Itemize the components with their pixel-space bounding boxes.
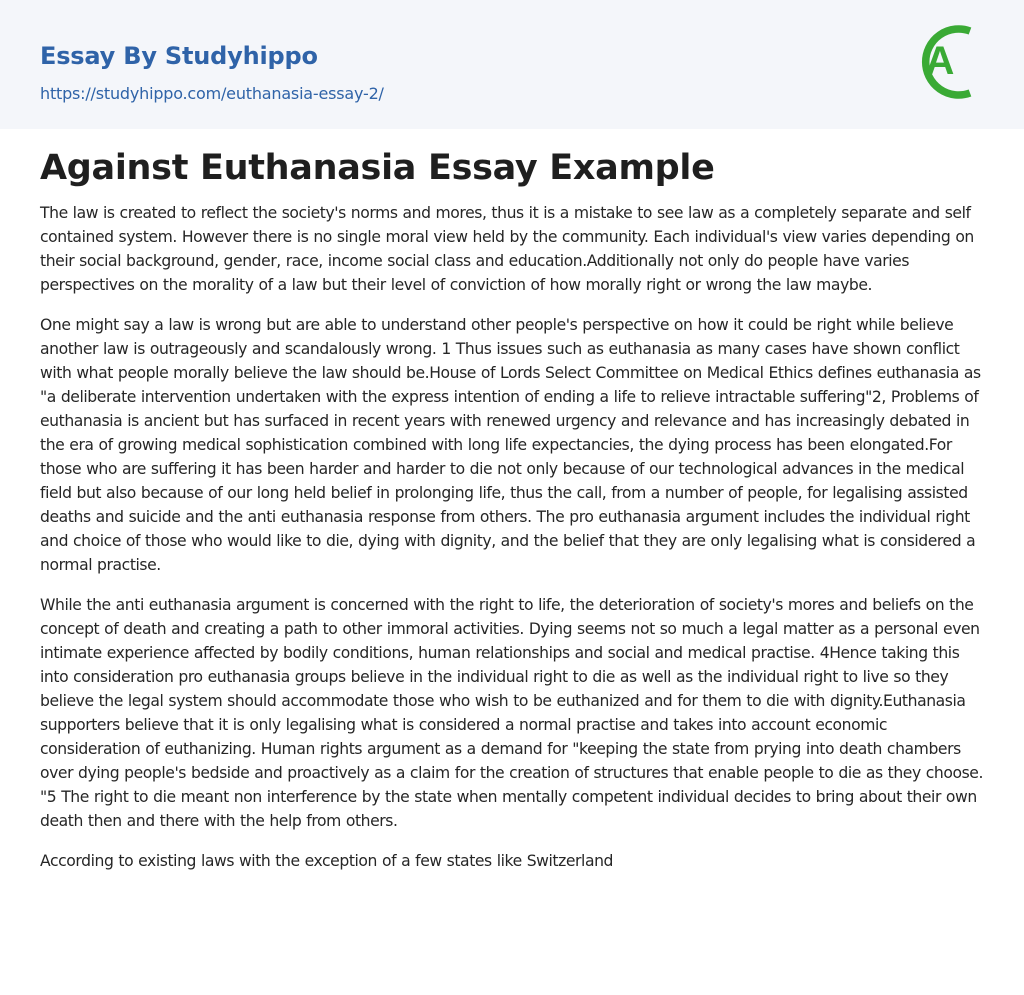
- source-url-link[interactable]: https://studyhippo.com/euthanasia-essay-2/: [40, 84, 384, 103]
- site-header: [0, 0, 1024, 129]
- essay-paragraph-3: While the anti euthanasia argument is concerned with the right to life, the deterioration of society's mores and beliefs on the concept of death and creating a path to other immoral activities. Dying seems not so much a legal matter as a personal even intimate experience affected by bodily conditions, human relationships and social and medical practise. 4Hence taking this into consideration pro euthanasia groups believe in the individual right to die as well as the individual right to live so they believe the legal system should accommodate those who wish to be euthanized and for them to die with dignity.Euthanasia supporters believe that it is only legalising what is considered a normal practise and takes into account economic consideration of euthanizing. Human rights argument as a demand for "keeping the state from prying into death chambers over dying people's bedside and proactively as a claim for the creation of structures that enable people to die as they choose. "5 The right to die meant non interference by the state when mentally competent individual decides to bring about their own death then and there with the help from others.: [40, 596, 983, 830]
- essay-paragraph-1: The law is created to reflect the society's norms and mores, thus it is a mistake to see law as a completely separate and self contained system. However there is no single moral view held by the community. Each individual's view varies depending on their social background, gender, race, income social class and education.Additionally not only do people have varies perspectives on the morality of a law but their level of conviction of how morally right or wrong the law maybe.: [40, 204, 974, 294]
- site-title[interactable]: Essay By Studyhippo: [40, 42, 318, 70]
- essay-paragraph-4: According to existing laws with the exception of a few states like Switzerland: [40, 852, 614, 870]
- logo-letter: A: [925, 39, 955, 83]
- page-title: Against Euthanasia Essay Example: [40, 148, 715, 188]
- logo-a-icon[interactable]: [912, 19, 986, 105]
- essay-paragraph-2: One might say a law is wrong but are able to understand other people's perspective on how it could be right while believe another law is outrageously and scandalously wrong. 1 Thus issues such as euthanasia as many cases have shown conflict with what people morally believe the law should be.House of Lords Select Committee on Medical Ethics defines euthanasia as "a deliberate intervention undertaken with the express intention of ending a life to relieve intractable suffering"2, Problems of euthanasia is ancient but has surfaced in recent years with renewed urgency and relevance and has increasingly debated in the era of growing medical sophistication combined with long life expectancies, the dying process has been elongated.For those who are suffering it has been harder and harder to die not only because of our technological advances in the medical field but also because of our long held belief in prolonging life, thus the call, from a number of people, for legalising assisted deaths and suicide and the anti euthanasia response from others. The pro euthanasia argument includes the individual right and choice of those who would like to die, dying with dignity, and the belief that they are only legalising what is considered a normal practise.: [40, 316, 981, 574]
- article-body: [40, 144, 984, 889]
